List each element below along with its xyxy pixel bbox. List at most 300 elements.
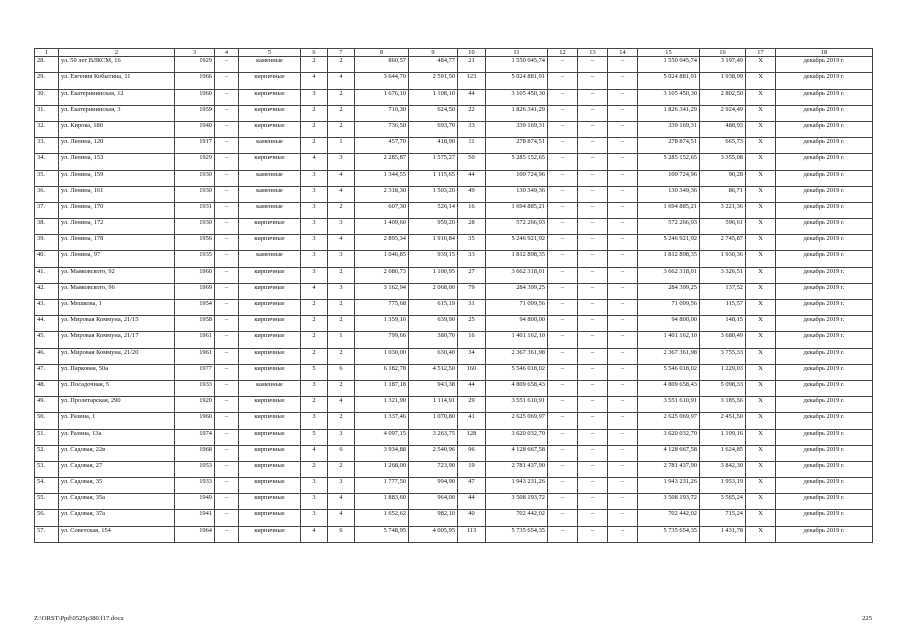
completion-date-cell: декабрь 2019 г. (776, 170, 873, 186)
cost-breakdown-cell: 4 128 667,58 (638, 445, 700, 461)
cost-breakdown-cell: 339 169,31 (638, 121, 700, 137)
cost-breakdown-cell: 1 812 898,35 (638, 251, 700, 267)
col-13-cell: – (578, 154, 608, 170)
col-17-cell: X (746, 283, 776, 299)
cost-breakdown-cell: 94 800,00 (638, 316, 700, 332)
completion-date-cell: декабрь 2019 г. (776, 526, 873, 542)
col-12-cell: – (548, 364, 578, 380)
address-cell: ул. Садовая, 22в (59, 445, 175, 461)
living-area-cell: 1 070,80 (409, 413, 458, 429)
wall-material-cell: каменные (239, 202, 301, 218)
floors-cell: 3 (301, 478, 328, 494)
page-number: 225 (862, 615, 872, 622)
year-built-cell: 1960 (175, 267, 215, 283)
total-cost-cell: 278 874,51 (486, 138, 548, 154)
residents-cell: 49 (458, 186, 486, 202)
col-14-cell: – (608, 57, 638, 73)
table-row (35, 461, 873, 477)
col-14-cell: – (608, 348, 638, 364)
year-built-cell: 1935 (175, 251, 215, 267)
floors-cell: 2 (301, 332, 328, 348)
row-number-cell: 38. (35, 219, 59, 235)
file-path-footer: Z:\ORST\Ppd\0525p380.f17.docx (34, 615, 124, 622)
column-number-3: 3 (175, 49, 215, 57)
total-cost-cell: 5 735 654,35 (486, 526, 548, 542)
total-cost-cell: 1 812 898,35 (486, 251, 548, 267)
total-area-cell: 1 409,60 (355, 219, 409, 235)
entrances-cell: 3 (328, 251, 355, 267)
col-17-cell: X (746, 170, 776, 186)
living-area-cell: 624,50 (409, 105, 458, 121)
entrances-cell: 2 (328, 57, 355, 73)
cost-per-sqm-cell: 488,93 (700, 121, 746, 137)
row-number-cell: 41. (35, 267, 59, 283)
row-number-cell: 49. (35, 397, 59, 413)
table-row (35, 397, 873, 413)
floors-cell: 4 (301, 445, 328, 461)
column-number-header-row (35, 49, 873, 57)
completion-date-cell: декабрь 2019 г. (776, 121, 873, 137)
residents-cell: 128 (458, 429, 486, 445)
col-17-cell: X (746, 445, 776, 461)
address-cell: ул. Мировая Коммуна, 21/15 (59, 316, 175, 332)
cost-per-sqm-cell: 3 197,49 (700, 57, 746, 73)
floors-cell: 3 (301, 267, 328, 283)
cost-per-sqm-cell: 3 185,56 (700, 397, 746, 413)
table-row (35, 202, 873, 218)
col-17-cell: X (746, 510, 776, 526)
col-14-cell: – (608, 526, 638, 542)
entrances-cell: 3 (328, 283, 355, 299)
wall-material-cell: кирпичные (239, 154, 301, 170)
residents-cell: 21 (458, 57, 486, 73)
col-4-cell: – (215, 413, 239, 429)
col-13-cell: – (578, 251, 608, 267)
entrances-cell: 3 (328, 478, 355, 494)
table-row (35, 300, 873, 316)
total-cost-cell: 130 349,36 (486, 186, 548, 202)
table-row (35, 57, 873, 73)
completion-date-cell: декабрь 2019 г. (776, 461, 873, 477)
total-cost-cell: 339 169,31 (486, 121, 548, 137)
col-13-cell: – (578, 219, 608, 235)
cost-breakdown-cell: 284 399,25 (638, 283, 700, 299)
residents-cell: 50 (458, 154, 486, 170)
col-4-cell: – (215, 332, 239, 348)
entrances-cell: 2 (328, 300, 355, 316)
floors-cell: 3 (301, 413, 328, 429)
entrances-cell: 6 (328, 364, 355, 380)
floors-cell: 3 (301, 380, 328, 396)
living-area-cell: 1 100,95 (409, 267, 458, 283)
cost-breakdown-cell: 5 246 921,92 (638, 235, 700, 251)
total-area-cell: 3 162,94 (355, 283, 409, 299)
residents-cell: 33 (458, 251, 486, 267)
col-4-cell: – (215, 461, 239, 477)
living-area-cell: 2 540,96 (409, 445, 458, 461)
year-built-cell: 1920 (175, 397, 215, 413)
total-area-cell: 3 934,88 (355, 445, 409, 461)
cost-breakdown-cell: 278 874,51 (638, 138, 700, 154)
completion-date-cell: декабрь 2019 г. (776, 348, 873, 364)
residents-cell: 44 (458, 89, 486, 105)
cost-per-sqm-cell: 137,52 (700, 283, 746, 299)
table-row (35, 235, 873, 251)
residents-cell: 25 (458, 316, 486, 332)
wall-material-cell: кирпичные (239, 121, 301, 137)
entrances-cell: 1 (328, 138, 355, 154)
cost-per-sqm-cell: 3 565,24 (700, 494, 746, 510)
col-17-cell: X (746, 397, 776, 413)
col-12-cell: – (548, 170, 578, 186)
wall-material-cell: кирпичные (239, 478, 301, 494)
cost-per-sqm-cell: 1 953,19 (700, 478, 746, 494)
living-area-cell: 3 263,75 (409, 429, 458, 445)
table-row (35, 186, 873, 202)
total-cost-cell: 2 625 069,97 (486, 413, 548, 429)
year-built-cell: 1961 (175, 332, 215, 348)
address-cell: ул. Евгения Кобытина, 11 (59, 73, 175, 89)
total-area-cell: 2 895,34 (355, 235, 409, 251)
col-13-cell: – (578, 380, 608, 396)
total-area-cell: 5 748,95 (355, 526, 409, 542)
cost-per-sqm-cell: 596,61 (700, 219, 746, 235)
floors-cell: 2 (301, 316, 328, 332)
col-14-cell: – (608, 154, 638, 170)
floors-cell: 5 (301, 364, 328, 380)
col-13-cell: – (578, 445, 608, 461)
cost-breakdown-cell: 1 694 885,21 (638, 202, 700, 218)
cost-per-sqm-cell: 3 326,51 (700, 267, 746, 283)
col-17-cell: X (746, 413, 776, 429)
entrances-cell: 2 (328, 348, 355, 364)
col-13-cell: – (578, 121, 608, 137)
completion-date-cell: декабрь 2019 г. (776, 364, 873, 380)
year-built-cell: 1953 (175, 461, 215, 477)
floors-cell: 3 (301, 170, 328, 186)
col-4-cell: – (215, 105, 239, 121)
total-cost-cell: 5 546 018,02 (486, 364, 548, 380)
cost-breakdown-cell: 702 442,02 (638, 510, 700, 526)
address-cell: ул. Мешкова, 1 (59, 300, 175, 316)
cost-breakdown-cell: 2 367 361,98 (638, 348, 700, 364)
col-12-cell: – (548, 235, 578, 251)
floors-cell: 2 (301, 105, 328, 121)
living-area-cell: 484,77 (409, 57, 458, 73)
completion-date-cell: декабрь 2019 г. (776, 138, 873, 154)
wall-material-cell: кирпичные (239, 283, 301, 299)
entrances-cell: 2 (328, 267, 355, 283)
wall-material-cell: каменные (239, 57, 301, 73)
entrances-cell: 3 (328, 154, 355, 170)
year-built-cell: 1969 (175, 283, 215, 299)
col-13-cell: – (578, 202, 608, 218)
wall-material-cell: кирпичные (239, 413, 301, 429)
residents-cell: 28 (458, 219, 486, 235)
residents-cell: 31 (458, 300, 486, 316)
address-cell: ул. Советская, 154 (59, 526, 175, 542)
residents-cell: 33 (458, 121, 486, 137)
column-number-14: 14 (608, 49, 638, 57)
year-built-cell: 1941 (175, 510, 215, 526)
total-cost-cell: 5 246 921,92 (486, 235, 548, 251)
completion-date-cell: декабрь 2019 г. (776, 57, 873, 73)
address-cell: ул. Ленина, 170 (59, 202, 175, 218)
cost-breakdown-cell: 5 285 152,65 (638, 154, 700, 170)
residents-cell: 79 (458, 283, 486, 299)
cost-breakdown-cell: 1 550 045,74 (638, 57, 700, 73)
total-cost-cell: 702 442,02 (486, 510, 548, 526)
col-14-cell: – (608, 121, 638, 137)
living-area-cell: 2 068,00 (409, 283, 458, 299)
living-area-cell: 723,90 (409, 461, 458, 477)
col-17-cell: X (746, 526, 776, 542)
total-area-cell: 607,30 (355, 202, 409, 218)
completion-date-cell: декабрь 2019 г. (776, 219, 873, 235)
table-row (35, 526, 873, 542)
cost-per-sqm-cell: 715,24 (700, 510, 746, 526)
wall-material-cell: кирпичные (239, 445, 301, 461)
wall-material-cell: кирпичные (239, 364, 301, 380)
entrances-cell: 6 (328, 526, 355, 542)
column-number-12: 12 (548, 49, 578, 57)
col-4-cell: – (215, 89, 239, 105)
row-number-cell: 51. (35, 429, 59, 445)
living-area-cell: 418,90 (409, 138, 458, 154)
col-4-cell: – (215, 73, 239, 89)
col-4-cell: – (215, 526, 239, 542)
completion-date-cell: декабрь 2019 г. (776, 316, 873, 332)
col-14-cell: – (608, 364, 638, 380)
address-cell: ул. Садовая, 27 (59, 461, 175, 477)
total-area-cell: 1 321,90 (355, 397, 409, 413)
col-4-cell: – (215, 121, 239, 137)
residents-cell: 44 (458, 494, 486, 510)
row-number-cell: 43. (35, 300, 59, 316)
total-cost-cell: 1 943 231,26 (486, 478, 548, 494)
column-number-13: 13 (578, 49, 608, 57)
residents-cell: 35 (458, 235, 486, 251)
floors-cell: 4 (301, 154, 328, 170)
entrances-cell: 2 (328, 89, 355, 105)
address-cell: ул. Маяковского, 96 (59, 283, 175, 299)
living-area-cell: 615,19 (409, 300, 458, 316)
col-4-cell: – (215, 364, 239, 380)
entrances-cell: 3 (328, 429, 355, 445)
col-12-cell: – (548, 57, 578, 73)
table-row (35, 154, 873, 170)
completion-date-cell: декабрь 2019 г. (776, 202, 873, 218)
residents-cell: 40 (458, 510, 486, 526)
completion-date-cell: декабрь 2019 г. (776, 186, 873, 202)
col-17-cell: X (746, 219, 776, 235)
year-built-cell: 1930 (175, 219, 215, 235)
total-area-cell: 775,68 (355, 300, 409, 316)
col-4-cell: – (215, 170, 239, 186)
completion-date-cell: декабрь 2019 г. (776, 380, 873, 396)
floors-cell: 4 (301, 283, 328, 299)
total-area-cell: 1 344,55 (355, 170, 409, 186)
col-12-cell: – (548, 461, 578, 477)
col-12-cell: – (548, 283, 578, 299)
address-cell: ул. Ленина, 178 (59, 235, 175, 251)
completion-date-cell: декабрь 2019 г. (776, 251, 873, 267)
year-built-cell: 1929 (175, 154, 215, 170)
wall-material-cell: кирпичные (239, 348, 301, 364)
residents-cell: 47 (458, 478, 486, 494)
column-number-5: 5 (239, 49, 301, 57)
cost-per-sqm-cell: 1 431,78 (700, 526, 746, 542)
address-cell: ул. Разина, 13а (59, 429, 175, 445)
col-14-cell: – (608, 138, 638, 154)
col-4-cell: – (215, 235, 239, 251)
total-cost-cell: 1 694 885,21 (486, 202, 548, 218)
column-number-9: 9 (409, 49, 458, 57)
col-17-cell: X (746, 138, 776, 154)
col-14-cell: – (608, 283, 638, 299)
entrances-cell: 2 (328, 316, 355, 332)
cost-breakdown-cell: 3 508 193,72 (638, 494, 700, 510)
cost-breakdown-cell: 5 735 654,35 (638, 526, 700, 542)
living-area-cell: 4 512,50 (409, 364, 458, 380)
address-cell: ул. Екатерининская, 3 (59, 105, 175, 121)
col-14-cell: – (608, 478, 638, 494)
cost-breakdown-cell: 5 024 881,91 (638, 73, 700, 89)
total-area-cell: 1 676,10 (355, 89, 409, 105)
cost-breakdown-cell: 3 662 318,01 (638, 267, 700, 283)
residents-cell: 19 (458, 461, 486, 477)
row-number-cell: 52. (35, 445, 59, 461)
col-14-cell: – (608, 267, 638, 283)
col-4-cell: – (215, 397, 239, 413)
living-area-cell: 964,00 (409, 494, 458, 510)
row-number-cell: 42. (35, 283, 59, 299)
row-number-cell: 39. (35, 235, 59, 251)
address-cell: ул. Садовая, 35а (59, 494, 175, 510)
year-built-cell: 1930 (175, 170, 215, 186)
col-13-cell: – (578, 397, 608, 413)
address-cell: ул. Ленина, 159 (59, 170, 175, 186)
year-built-cell: 1930 (175, 186, 215, 202)
col-12-cell: – (548, 494, 578, 510)
year-built-cell: 1974 (175, 429, 215, 445)
total-area-cell: 1 883,60 (355, 494, 409, 510)
residents-cell: 41 (458, 413, 486, 429)
table-row (35, 510, 873, 526)
year-built-cell: 1968 (175, 445, 215, 461)
col-17-cell: X (746, 300, 776, 316)
total-area-cell: 1 187,18 (355, 380, 409, 396)
col-12-cell: – (548, 138, 578, 154)
col-4-cell: – (215, 348, 239, 364)
cost-breakdown-cell: 4 809 658,43 (638, 380, 700, 396)
row-number-cell: 48. (35, 380, 59, 396)
col-4-cell: – (215, 202, 239, 218)
total-cost-cell: 100 724,96 (486, 170, 548, 186)
entrances-cell: 4 (328, 186, 355, 202)
residents-cell: 16 (458, 202, 486, 218)
total-cost-cell: 4 128 667,58 (486, 445, 548, 461)
col-13-cell: – (578, 461, 608, 477)
cost-per-sqm-cell: 1 930,36 (700, 251, 746, 267)
entrances-cell: 4 (328, 73, 355, 89)
col-12-cell: – (548, 121, 578, 137)
residents-cell: 44 (458, 170, 486, 186)
row-number-cell: 35. (35, 170, 59, 186)
column-number-17: 17 (746, 49, 776, 57)
col-4-cell: – (215, 445, 239, 461)
cost-per-sqm-cell: 2 924,49 (700, 105, 746, 121)
cost-per-sqm-cell: 86,71 (700, 186, 746, 202)
total-area-cell: 2 285,87 (355, 154, 409, 170)
col-13-cell: – (578, 478, 608, 494)
col-12-cell: – (548, 429, 578, 445)
row-number-cell: 50. (35, 413, 59, 429)
year-built-cell: 1960 (175, 413, 215, 429)
total-area-cell: 799,66 (355, 332, 409, 348)
wall-material-cell: кирпичные (239, 73, 301, 89)
cost-breakdown-cell: 3 105 450,30 (638, 89, 700, 105)
cost-per-sqm-cell: 1 109,16 (700, 429, 746, 445)
address-cell: ул. Маяковского, 92 (59, 267, 175, 283)
total-area-cell: 1 268,00 (355, 461, 409, 477)
col-14-cell: – (608, 494, 638, 510)
entrances-cell: 4 (328, 510, 355, 526)
address-cell: ул. 50 лет ВЛКСМ, 16 (59, 57, 175, 73)
col-14-cell: – (608, 219, 638, 235)
col-13-cell: – (578, 494, 608, 510)
table-row (35, 478, 873, 494)
living-area-cell: 4 005,95 (409, 526, 458, 542)
col-17-cell: X (746, 316, 776, 332)
year-built-cell: 1931 (175, 202, 215, 218)
cost-breakdown-cell: 3 620 032,70 (638, 429, 700, 445)
column-number-1: 1 (35, 49, 59, 57)
row-number-cell: 55. (35, 494, 59, 510)
year-built-cell: 1966 (175, 73, 215, 89)
year-built-cell: 1949 (175, 494, 215, 510)
living-area-cell: 1 575,27 (409, 154, 458, 170)
completion-date-cell: декабрь 2019 г. (776, 73, 873, 89)
table-row (35, 283, 873, 299)
table-row (35, 251, 873, 267)
floors-cell: 4 (301, 526, 328, 542)
year-built-cell: 1959 (175, 105, 215, 121)
column-number-18: 18 (776, 49, 873, 57)
col-12-cell: – (548, 154, 578, 170)
row-number-cell: 54. (35, 478, 59, 494)
address-cell: ул. Мировая Коммуна, 21/17 (59, 332, 175, 348)
row-number-cell: 33. (35, 138, 59, 154)
living-area-cell: 2 591,50 (409, 73, 458, 89)
address-cell: ул. Екатерининская, 12 (59, 89, 175, 105)
column-number-16: 16 (700, 49, 746, 57)
cost-per-sqm-cell: 665,73 (700, 138, 746, 154)
cost-per-sqm-cell: 90,28 (700, 170, 746, 186)
entrances-cell: 3 (328, 219, 355, 235)
floors-cell: 2 (301, 397, 328, 413)
cost-breakdown-cell: 2 625 069,97 (638, 413, 700, 429)
total-area-cell: 4 097,15 (355, 429, 409, 445)
living-area-cell: 939,15 (409, 251, 458, 267)
total-cost-cell: 284 399,25 (486, 283, 548, 299)
completion-date-cell: декабрь 2019 г. (776, 510, 873, 526)
row-number-cell: 53. (35, 461, 59, 477)
entrances-cell: 4 (328, 397, 355, 413)
row-number-cell: 31. (35, 105, 59, 121)
living-area-cell: 630,40 (409, 348, 458, 364)
floors-cell: 3 (301, 510, 328, 526)
